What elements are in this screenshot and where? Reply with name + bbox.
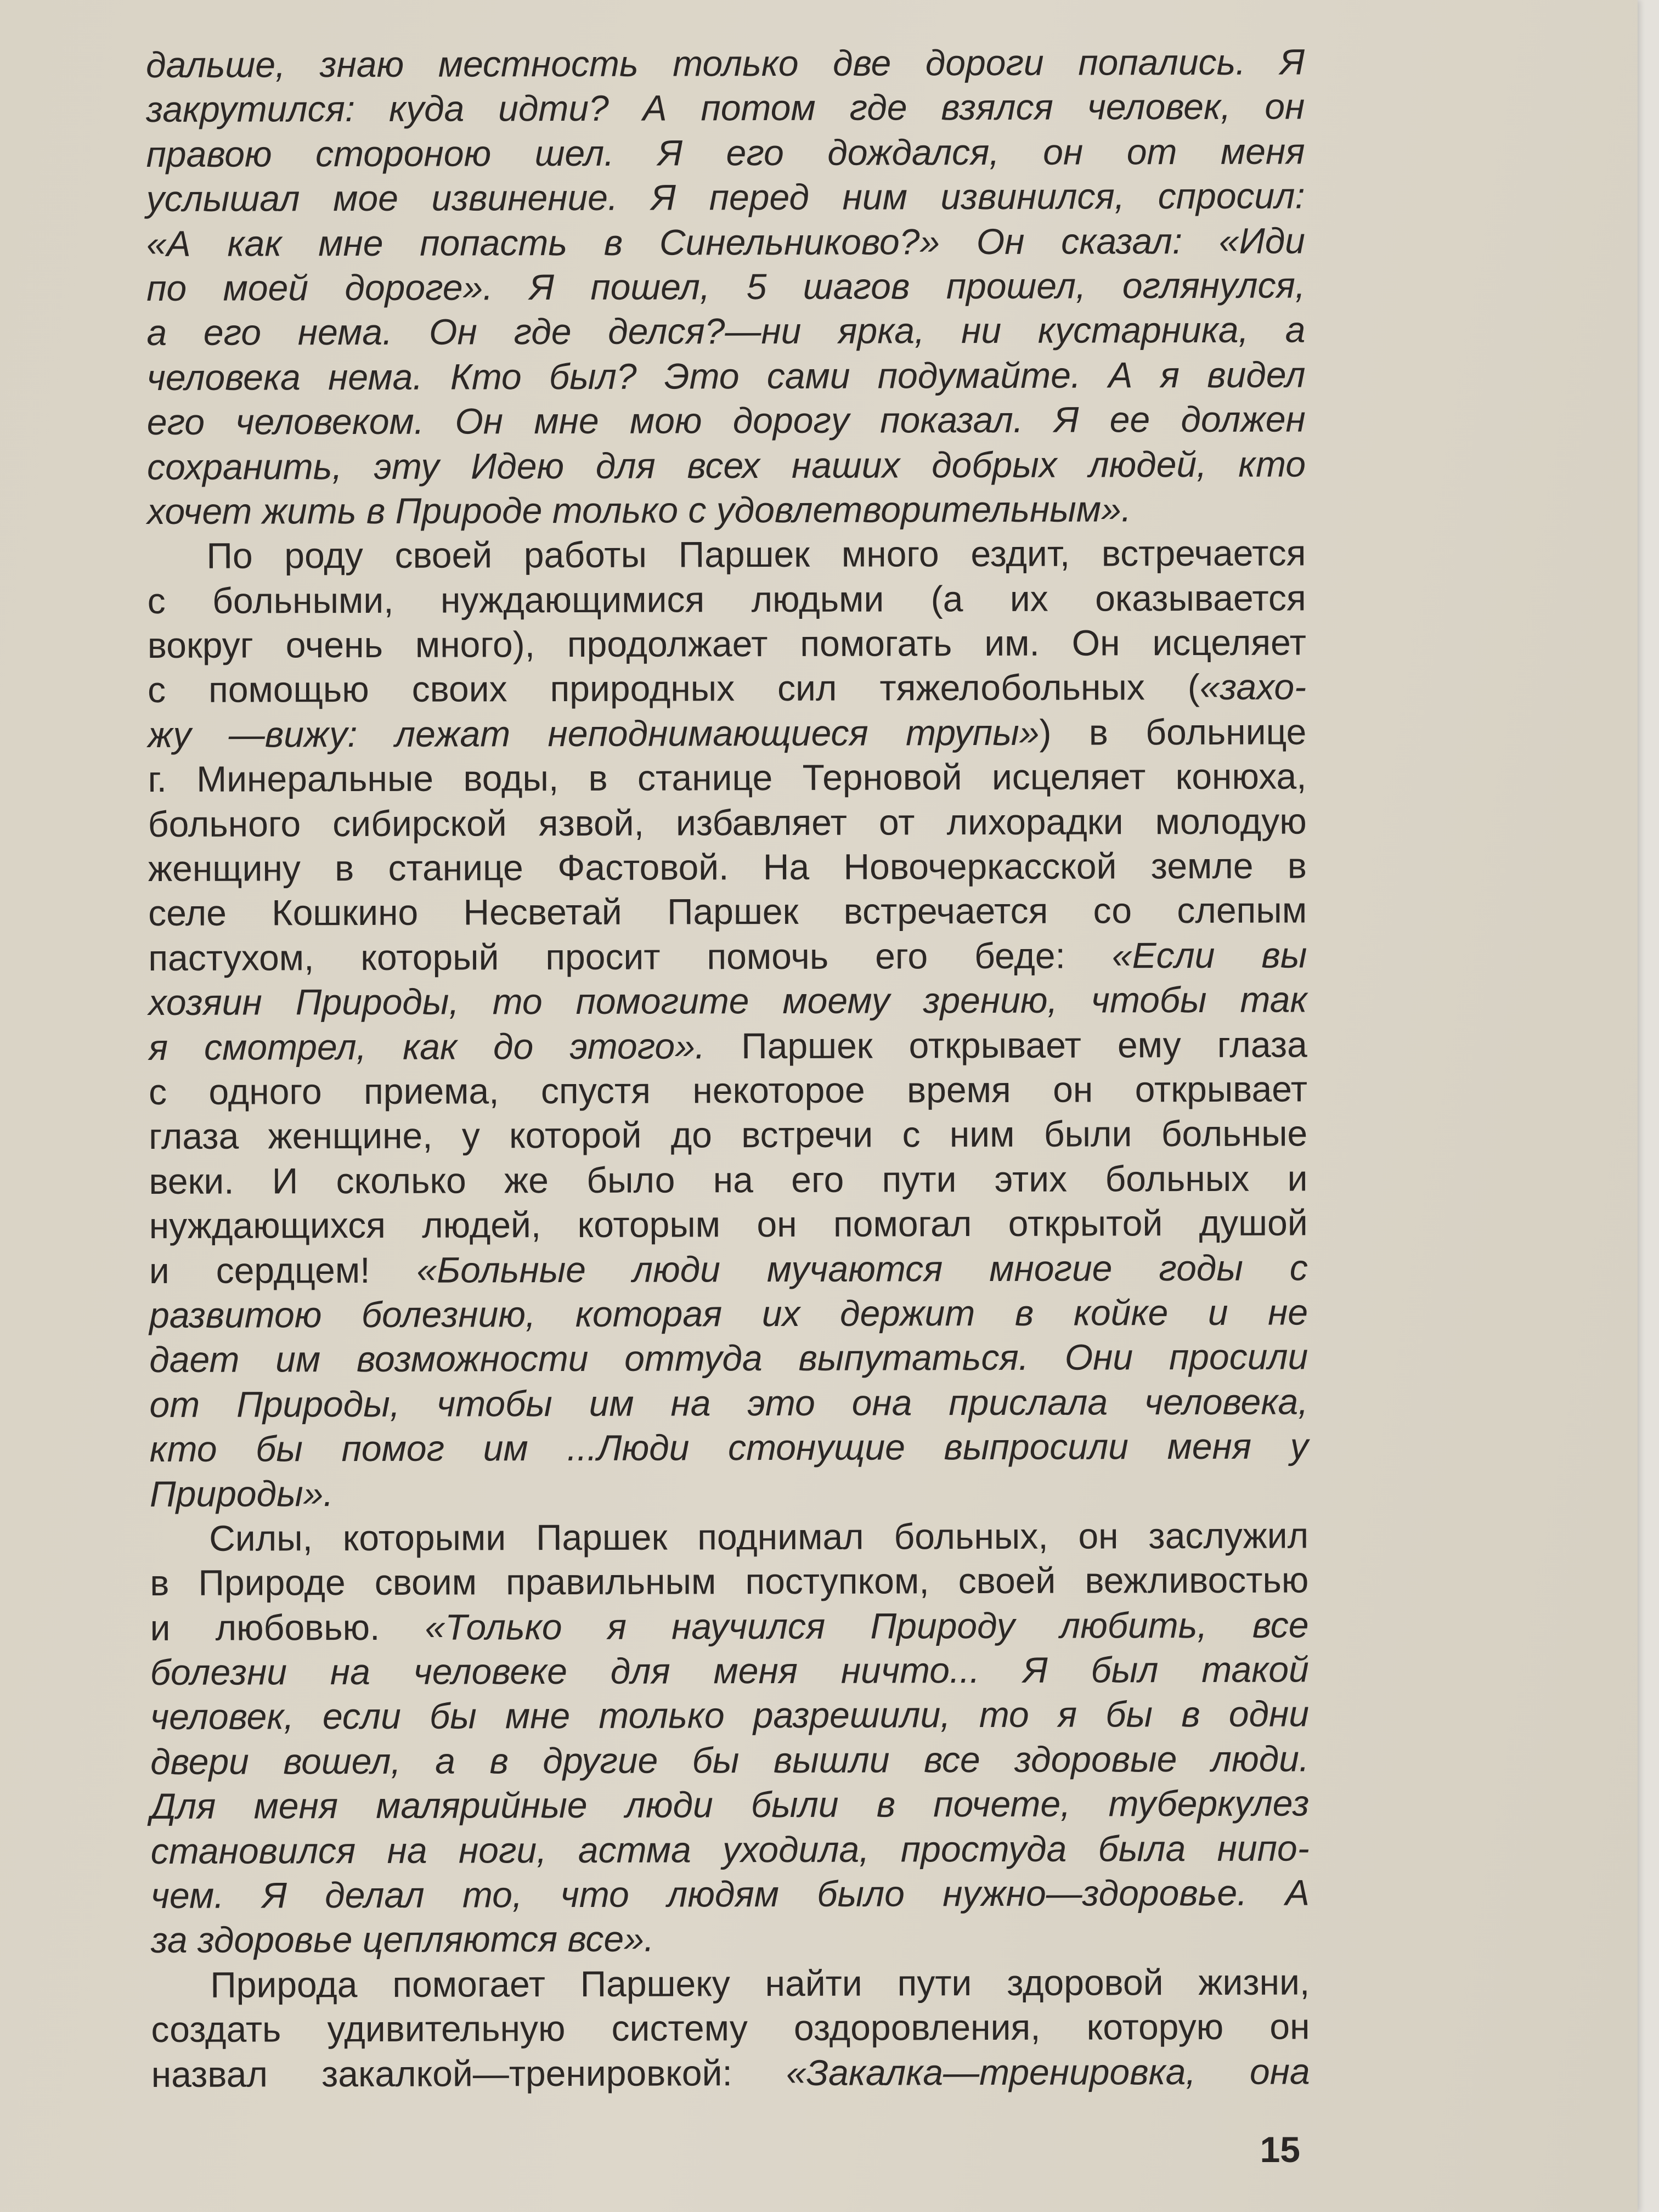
body-text: и сердцем! (149, 1249, 417, 1291)
text-line (150, 1424, 1308, 1472)
text-line (148, 620, 1306, 668)
quote-text: двери вошел, а в другие бы вышли все здоровые люди. (150, 1738, 1310, 1782)
text-line (148, 933, 1307, 980)
text-line (151, 1870, 1310, 1918)
text-line (146, 263, 1305, 311)
quote-text: его человеком. Он мне мою дорогу показал. Я ее должен (146, 398, 1306, 443)
page-body-text (146, 40, 1310, 2096)
body-text: назвал закалкой—тренировкой: (151, 2052, 787, 2095)
text-line (151, 2005, 1310, 2052)
text-line (147, 397, 1306, 445)
text-line (150, 1513, 1308, 1561)
quote-text: жу —вижу: лежат неподнимающиеся трупы» (148, 712, 1040, 755)
body-text: селе Кошкино Несветай Паршек встречается со слепым (148, 889, 1307, 934)
text-line (150, 1692, 1309, 1740)
text-line (150, 1469, 1308, 1516)
body-text: веки. И сколько же было на его пути этих больных и (149, 1158, 1308, 1201)
quote-text: я смотрел, как до этого». (148, 1025, 706, 1068)
body-text: и любовью. (150, 1606, 425, 1648)
body-text: с больными, нуждающимися людьми (а их оказывается (147, 577, 1306, 621)
text-line (146, 352, 1305, 400)
text-line (150, 1558, 1308, 1606)
text-line (146, 174, 1305, 222)
body-text: Природа помогает Паршеку найти пути здоровой жизни, (210, 1961, 1310, 2005)
quote-text: а его нема. Он где делся?—ни ярка, ни кустарника, а (146, 309, 1306, 353)
text-line (149, 1201, 1308, 1249)
text-line (148, 978, 1307, 1025)
text-line (150, 1602, 1308, 1650)
text-line (148, 888, 1307, 936)
text-line (149, 1379, 1308, 1427)
body-text: с помощью своих природных сил тяжелобольных ( (147, 667, 1200, 710)
quote-text: Природы». (149, 1472, 334, 1514)
quote-text: за здоровье цепляются все». (150, 1918, 654, 1961)
text-line (148, 665, 1306, 713)
text-line (151, 1826, 1310, 1874)
text-line (147, 486, 1306, 534)
text-line (146, 129, 1305, 177)
quote-text: становился на ноги, астма уходила, простуда была нипо- (150, 1827, 1310, 1871)
text-line (151, 2049, 1310, 2097)
body-text: По роду своей работы Паршек много ездит, встречается (206, 532, 1306, 577)
text-line (147, 531, 1306, 579)
quote-text: «Только я научился Природу любить, все (425, 1604, 1309, 1647)
body-text: создать удивительную систему оздоровления, которую он (151, 2006, 1310, 2050)
quote-text: болезни на человеке для меня ничто... Я был такой (150, 1649, 1309, 1693)
text-line (148, 799, 1307, 847)
quote-text: дальше, знаю местность только две дороги попались. Я (146, 41, 1305, 85)
body-text: глаза женщине, у которой до встречи с ним были больные (149, 1113, 1308, 1157)
body-text: вокруг очень много), продолжает помогать им. Он исцеляет (147, 622, 1306, 666)
quote-text: дает им возможности оттуда выпутаться. Они просили (149, 1336, 1308, 1380)
quote-text: правою стороною шел. Я его дождался, он от меня (146, 131, 1305, 174)
text-line (150, 1781, 1309, 1829)
body-text: больного сибирской язвой, избавляет от лихорадки молодую (148, 800, 1307, 844)
quote-text: от Природы, чтобы им на это она прислала человека, (149, 1381, 1308, 1425)
body-text: Силы, которыми Паршек поднимал больных, он заслужил (209, 1515, 1309, 1559)
quote-text: «Больные люди мучаются многие годы с (416, 1247, 1308, 1290)
quote-text: «А как мне попасть в Синельниково?» Он сказал: «Иди (146, 220, 1306, 264)
text-line (150, 1736, 1309, 1784)
body-text: г. Минеральные воды, в станице Терновой исцеляет конюха, (148, 755, 1307, 800)
text-line (150, 1647, 1309, 1695)
quote-text: чем. Я делал то, что людям было нужно—здоровье. А (150, 1872, 1310, 1916)
text-line (149, 1290, 1308, 1338)
quote-text: по моей дороге». Я пошел, 5 шагов прошел, оглянулся, (146, 264, 1306, 308)
quote-text: развитою болезнию, которая их держит в койке и не (149, 1291, 1308, 1335)
body-text: с одного приема, спустя некоторое время он открывает (148, 1068, 1308, 1112)
text-line (149, 1335, 1308, 1383)
quote-text: «захо- (1199, 666, 1307, 708)
body-text: в Природе своим правильным поступком, своей вежливостью (150, 1559, 1309, 1604)
text-line (151, 1915, 1310, 1963)
text-line (148, 843, 1307, 891)
text-line (148, 709, 1306, 757)
quote-text: человека нема. Кто был? Это сами подумайте. А я видел (146, 354, 1306, 398)
body-text: нуждающихся людей, которым он помогал открытой душой (149, 1202, 1308, 1246)
quote-text: сохранить, эту Идею для всех наших добрых людей, кто (146, 443, 1306, 487)
body-text: ) в больнице (1039, 711, 1307, 753)
body-text: женщину в станице Фастовой. На Новочеркасской земле в (148, 845, 1307, 889)
text-line (146, 218, 1305, 266)
page-number: 15 (1260, 2129, 1300, 2170)
text-line (149, 1245, 1308, 1293)
text-line (149, 1156, 1307, 1204)
quote-text: хочет жить в Природе только с удовлетворительным». (147, 488, 1132, 532)
quote-text: услышал мое извинение. Я перед ним извинился, спросил: (146, 175, 1305, 219)
text-line (149, 1022, 1307, 1070)
body-text: Паршек открывает ему глаза (705, 1024, 1307, 1066)
text-line (146, 84, 1305, 132)
text-line (148, 754, 1306, 802)
text-line (147, 442, 1306, 489)
quote-text: человек, если бы мне только разрешили, то я бы в одни (150, 1693, 1310, 1737)
quote-text: хозяин Природы, то помогите моему зрению, чтобы так (148, 979, 1307, 1023)
text-line (149, 1111, 1307, 1159)
quote-text: Для меня малярийные люди были в почете, туберкулез (150, 1782, 1310, 1827)
text-line (151, 1960, 1310, 2007)
quote-text: «Закалка—тренировка, она (786, 2051, 1310, 2093)
text-line (149, 1066, 1307, 1114)
quote-text: кто бы помог им ...Люди стонущие выпросили меня у (149, 1425, 1308, 1470)
body-text: пастухом, который просит помочь его беде: (148, 935, 1112, 978)
text-line (146, 40, 1305, 87)
text-line (146, 308, 1305, 356)
text-line (148, 575, 1306, 623)
quote-text: закрутился: куда идти? А потом где взялся человек, он (146, 86, 1305, 130)
quote-text: «Если вы (1111, 934, 1307, 976)
